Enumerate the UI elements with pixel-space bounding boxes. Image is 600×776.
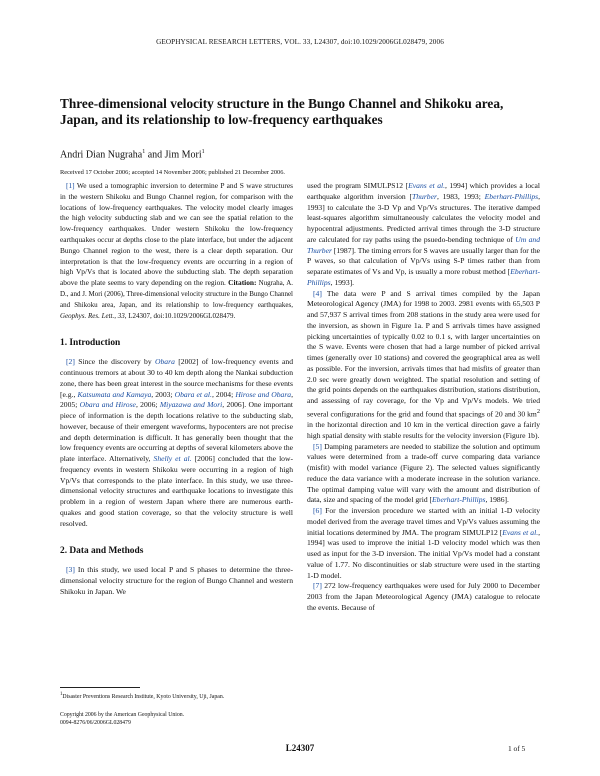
citation-label: Citation: — [228, 278, 257, 288]
paragraph — [307, 581, 540, 613]
superscript: 2 — [536, 407, 540, 415]
text-run: [2002] of low-frequency events and continuous tremors at about 30 to 40 km depth along the Nankai subduction zone, there has been great interest in the source mechanisms for these events [e.g., — [60, 357, 293, 399]
text-run: in the horizontal direction and 10 km in the vertical direction gave a fairly high spatial density with stable results for the velocity inversion (Figure 1b). — [307, 420, 540, 440]
author-name[interactable]: Andri Dian Nugraha — [60, 149, 143, 161]
text-run: [1987]. The timing errors for S waves are usually larger than for the P waves, so that calculation of Vp/Vs using S-P times rather than from separate estimates of Vs and Vp, is usually a more robust method [ — [307, 245, 540, 276]
reference-link[interactable]: Obara and Hirose — [79, 400, 136, 410]
footnote-text: Disaster Preventions Research Institute, Kyoto University, Uji, Japan. — [62, 693, 225, 700]
text-run: , 1994] was used to improve the initial 1-D velocity model which was then used as input for the 3-D inversion. The initial Vp/Vs model had a constant value of 1.77. No discontinuities or slab structure were used in the starting 1-D model. — [307, 527, 540, 580]
text-run: , 1983, 1993; — [436, 191, 485, 201]
copyright-line: Copyright 2006 by the American Geophysical Union. — [60, 712, 185, 718]
reference-link[interactable]: Evans et al. — [502, 527, 539, 537]
paragraph-continued — [307, 181, 540, 289]
copyright-notice — [60, 712, 293, 727]
text-run: , 1986]. — [485, 495, 509, 505]
reference-link[interactable]: Katsumata and Kamaya — [77, 389, 152, 399]
paragraph — [307, 506, 540, 581]
article-title: Three-dimensional velocity structure in the Bungo Channel and Shikoku area, Japan, and its relationship to low-frequency earthquakes — [60, 96, 504, 127]
abstract-text: We used a tomographic inversion to determine P and S wave structures in the western Shikoku and Bungo Channel region, for comparison with the locations of low-frequency earthquakes. The velocity model clearly images the high velocity subducting slab and we can see the spatial relation to the low-frequency earthquakes. Under western Shikoku the low-frequency earthquakes occur at depths close to the plate interface, but under the adjacent Bungo Channel region to the west, there is a clear depth separation. Our interpretation is that the low-frequency events are occurring in a region of high Vp/Vs that is located above the subducting slab. The depth separation above the plate seems to vary depending on the region. — [60, 181, 293, 288]
left-column — [60, 181, 293, 721]
section-heading-introduction: 1. Introduction — [60, 338, 121, 349]
reference-link[interactable]: Obara et al. — [174, 389, 212, 399]
text-run: , 2005; — [60, 389, 293, 410]
reference-link[interactable]: Eberhart-Phillips — [484, 191, 539, 201]
author-name[interactable]: Jim Mori — [164, 149, 202, 161]
reference-link[interactable]: Hirose and Obara — [235, 389, 292, 399]
reference-link[interactable]: Um and Thurber — [307, 234, 540, 255]
text-run: [2006] concluded that the low-frequency events in western Shikoku were occurring in a region of high Vp/Vs that corresponds to the plate interface. In this study, we use three-dimensional velocity structures and earthquake locations to investigate this problem in a region of western Japan where there are numerous earth-quakes and good station coverage, so that the velocity structure is well resolved. — [60, 454, 293, 528]
affiliation-footnote — [60, 691, 293, 701]
text-run: , 2004; — [211, 389, 236, 399]
citation-tail: L24307, doi:10.1029/2006GL028479. — [126, 311, 236, 320]
article-id: L24307 — [285, 743, 315, 753]
reference-link[interactable]: Miyazawa and Mori — [159, 400, 223, 410]
text-run: , 1994] which provides a local earthquake algorithm inversion [ — [307, 181, 540, 201]
paragraph-marker[interactable]: [6] — [313, 506, 322, 516]
reference-link[interactable]: Eberhart-Phillips — [307, 267, 540, 287]
publication-dates: Received 17 October 2006; accepted 14 November 2006; published 21 December 2006. — [60, 169, 286, 176]
text-run: , 1993] to calculate the 3-D Vp and Vp/Vs structures. The iterative damped least-squares algorithm simultaneously calculates the velocity model and hypocentral adjustments. Predicted arrival times through the 3-D structure are calculated for ray paths using the psuedo-bending technique of — [307, 191, 540, 244]
paragraph-marker[interactable]: [3] — [66, 565, 75, 575]
text-run: In this study, we used local P and S phases to determine the three-dimensional velocity structure for the region of Bungo Channel and western Shikoku in Japan. We — [60, 565, 293, 596]
paragraph-marker[interactable]: [2] — [66, 357, 75, 367]
paragraph-marker[interactable]: [5] — [313, 441, 322, 451]
paragraph — [60, 565, 293, 597]
text-run: The data were P and S arrival times compiled by the Japan Meteorological Agency (JMA) for 1998 to 2003. 2981 events with 65,503 P and 57,937 S arrival times from 208 stations in the study area were used for the inversion, as shown in Figure 1a. P and S arrivals times have assigned picking uncertainties of typically 0.02 to 0.1 s, with larger uncertainties on the S wave. Events were chosen that had a large number of picked arrival times (generally over 10 stations) and covered the geographical area as well as possible. For the inversion, arrivals times that had misfits of greater than 2.0 sec were greatly down weighted. The spatial resolution and setting of the grid points depends on the earthquakes distribution, stations distribution, and assessing of ray coverage, for the Vp and Vp/Vs models. We tried several configurations for the grid and found that spacings of 20 and 30 km — [307, 288, 540, 419]
running-head: GEOPHYSICAL RESEARCH LETTERS, VOL. 33, L24307, doi:10.1029/2006GL028479, 2006 — [156, 38, 444, 46]
reference-link[interactable]: Shelly et al. — [153, 454, 192, 464]
text-run: , 2006]. One important piece of information is the depth locations relative to the subducting slab, however, because of their emergent waveforms, hypocenters are not precise and depth determination is difficult. It has generally been thought that the low frequency events are occurring at depths of several kilometers above the plate interface. Alternatively, — [60, 400, 293, 464]
citation-journal: Geophys. Res. Lett., 33, — [60, 311, 127, 320]
reference-link[interactable]: Evans et al. — [408, 181, 446, 190]
text-run: Damping parameters are needed to stabilize the solution and optimum values were determined from a trade-off curve comparing data variance (misfit) with model variance (Figure 2). The selected values significantly reduce the data variance with a moderate increase in the solution variance. The optimal damping value will vary with the amount and distribution of data, size and spacing of the model grid [ — [307, 441, 540, 505]
text-run: , 2003; — [151, 389, 175, 399]
text-run: , 1993]. — [330, 277, 355, 287]
paragraph — [307, 442, 540, 507]
text-run: For the inversion procedure we started with an initial 1-D velocity model derived from the average travel times and Vp/Vs values assuming the initial locations determined by JMA. The program SIMULP12 [ — [307, 506, 540, 537]
citation-text: Nugraha, A. D., and J. Mori (2006), Three-dimensional velocity structure in the Bungo Channel and Shikoku area, Japan, and its relationship to low-frequency earthquakes, — [60, 279, 293, 309]
paragraph-marker[interactable]: [1] — [66, 181, 75, 190]
reference-link[interactable]: Eberhart-Phillips — [432, 495, 486, 505]
author-line — [60, 149, 205, 160]
paragraph — [307, 289, 540, 442]
right-column — [307, 181, 540, 721]
page-number: 1 of 5 — [508, 744, 526, 753]
text-run: 272 low-frequency earthquakes were used for July 2000 to December 2003 from the Japan Meteorological Agency (JMA) catalogue to relocate the events. Because of — [307, 581, 540, 612]
copyright-code: 0094-8276/06/2006GL028479 — [60, 719, 131, 726]
text-run: Since the discovery by — [74, 357, 156, 367]
footnote-divider — [60, 687, 140, 688]
text-run: , 2006; — [135, 400, 160, 410]
affiliation-marker: 1 — [201, 149, 205, 155]
paragraph-marker[interactable]: [4] — [313, 288, 322, 298]
author-separator: and — [145, 149, 165, 161]
reference-link[interactable]: Thurber — [412, 191, 437, 201]
text-run: used the program SIMULPS12 [ — [307, 181, 409, 190]
paragraph-marker[interactable]: [7] — [313, 581, 322, 591]
affiliation-marker: 1 — [60, 692, 63, 697]
affiliation-marker: 1 — [142, 149, 146, 155]
section-heading-data-methods: 2. Data and Methods — [60, 546, 144, 557]
abstract — [60, 181, 293, 321]
paragraph — [60, 357, 293, 529]
reference-link[interactable]: Obara — [155, 357, 175, 367]
